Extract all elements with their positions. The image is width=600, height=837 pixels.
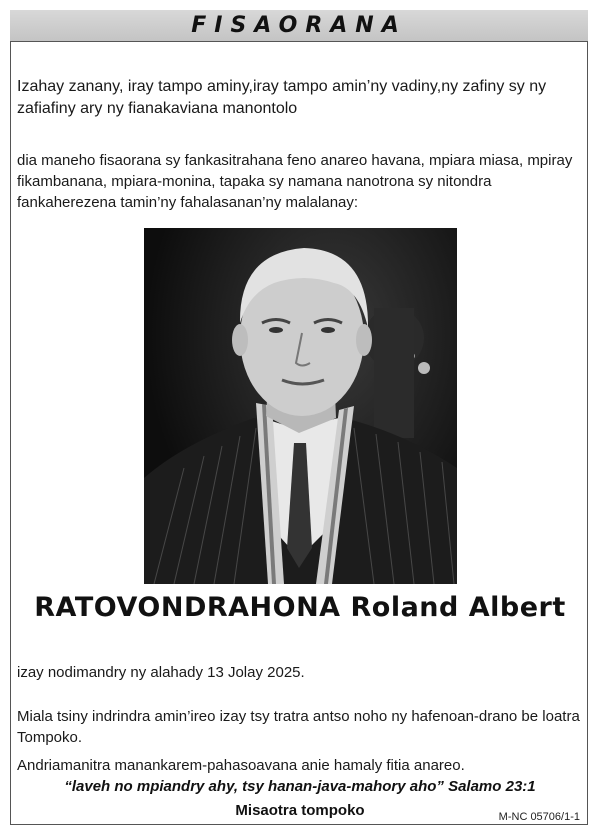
reference-code: M-NC 05706/1-1 [498,811,580,823]
deceased-name: RATOVONDRAHONA Roland Albert [34,592,566,623]
blessing-paragraph: Andriamanitra manankarem-pahasoavana anie hamaly fitia anareo. [17,757,465,774]
header-title: FISAORANA [191,13,407,38]
bible-quote: “laveh no mpiandry ahy, tsy hanan-java-mahory aho” Salamo 23:1 [64,778,536,795]
portrait-photo [144,228,457,584]
death-notice: izay nodimandry ny alahady 13 Jolay 2025. [17,664,305,681]
thanks-paragraph: dia maneho fisaorana sy fankasitrahana feno anareo havana, mpiara miasa, mpiray fikambanana, mpiara-monina, tapaka sy namana nanotrona sy nitondra fankaherezena tamin’ny fahalasanan’ny malalanay: [17,152,573,211]
intro-text: Izahay zanany, iray tampo aminy,iray tampo amin’ny vadiny,ny zafiny sy ny zafiafiny ary ny fianakaviana manontolo [17,78,547,117]
portrait-illustration [144,228,457,584]
header-bar [10,10,588,42]
apology-paragraph: Miala tsiny indrindra amin’ireo izay tsy tratra antso noho ny hafenoan-drano be loatra Tompoko. [17,708,580,746]
signature-line: Misaotra tompoko [235,802,365,819]
